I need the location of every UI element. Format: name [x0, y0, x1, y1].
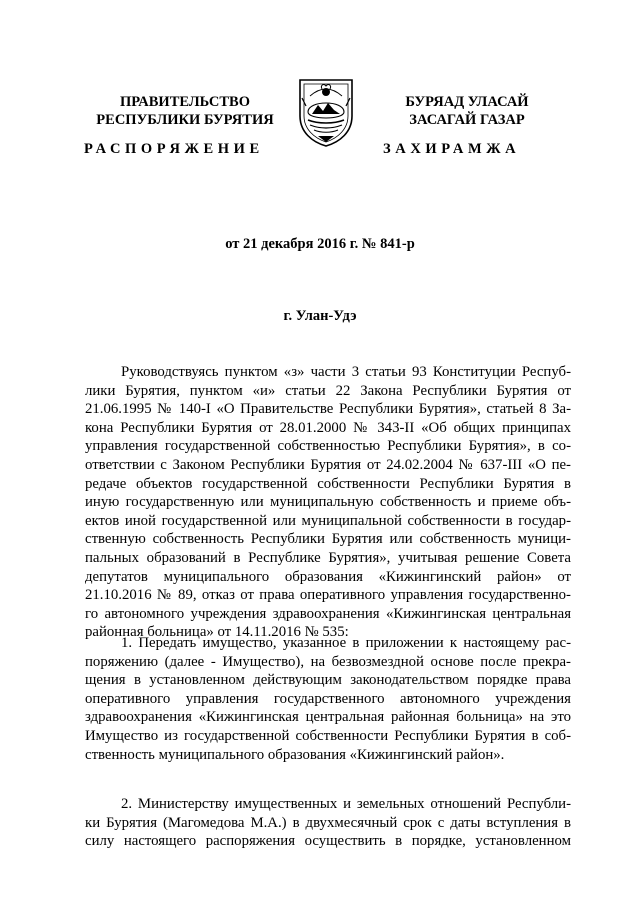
text-line: ственность муниципального образования «Кижингинский район». [85, 746, 505, 763]
government-header-russian [70, 93, 300, 129]
text-line: депутатов муниципального образования «Кижингинский район» от [85, 568, 571, 585]
document-type-buryat: ЗАХИРАМЖА [383, 141, 521, 157]
text-line: здравоохранения «Кижингинская центральная районная больница» на это [85, 709, 571, 726]
text-line: 21.10.2016 № 89, отказ от права оперативного управления государственно- [85, 587, 571, 604]
text-line: щения в установленном действующим законодательством порядке права [85, 672, 571, 689]
government-header-buryat [372, 93, 562, 129]
text-line: го автономного учреждения здравоохранения «Кижингинская центральная [85, 605, 571, 622]
text-line: пальных образований в Республике Бурятия», учитывая решение Совета [85, 549, 571, 566]
text-line: Имущество из государственной собственности Республики Бурятия в соб- [85, 727, 571, 744]
text-line: 1. Передать имущество, указанное в приложении к настоящему рас- [121, 635, 571, 651]
header-line: РЕСПУБЛИКИ БУРЯТИЯ [96, 112, 274, 128]
text-line: ки Бурятия (Магомедова М.А.) в двухмесячный срок с даты вступления в [85, 814, 571, 831]
text-line: силу настоящего распоряжения осуществить в порядке, установленном [85, 833, 571, 850]
text-line: 21.06.1995 № 140-I «О Правительстве Республики Бурятия», статьей 8 За- [85, 401, 571, 418]
paragraph-preamble [85, 363, 571, 642]
paragraph-item-1 [85, 634, 571, 764]
text-line: ответствии с Законом Республики Бурятия от 24.02.2004 № 637-III «О пе- [85, 456, 571, 473]
header-line: ЗАСАГАЙ ГАЗАР [409, 112, 525, 128]
coat-of-arms-icon [294, 76, 358, 148]
date-number-line: от 21 декабря 2016 г. № 841-р [225, 236, 415, 252]
text-line: иную государственную или муниципальную собственность и приеме объ- [85, 494, 571, 511]
text-line: районная больница» от 14.11.2016 № 535: [85, 624, 349, 641]
text-line: лики Бурятия, пунктом «и» статьи 22 Закона Республики Бурятия от [85, 382, 571, 399]
paragraph-item-2 [85, 795, 571, 851]
header-line: ПРАВИТЕЛЬСТВО [120, 94, 250, 110]
text-line: кона Республики Бурятия от 28.01.2000 № 343-II «Об общих принципах [85, 419, 571, 436]
text-line: управления государственной собственностью Республики Бурятия», в со- [85, 438, 571, 455]
text-line: поряжению (далее - Имущество), на безвозмездной основе после прекра- [85, 653, 571, 670]
text-line: Руководствуясь пунктом «з» части 3 статьи 93 Конституции Респуб- [121, 364, 571, 380]
text-line: оперативного управления государственного автономного учреждения [85, 690, 571, 707]
text-line: 2. Министерству имущественных и земельных отношений Республи- [121, 796, 571, 812]
text-line: ектов иной государственной или муниципальной собственности в государ- [85, 512, 571, 529]
city-line: г. Улан-Удэ [283, 308, 357, 324]
document-type-russian: РАСПОРЯЖЕНИЕ [84, 141, 264, 157]
text-line: редаче объектов государственной собственности Республики Бурятия в [85, 475, 571, 492]
header-line: БУРЯАД УЛАСАЙ [405, 94, 529, 110]
text-line: ственную собственность Республики Бурятия или собственность муници- [85, 531, 571, 548]
